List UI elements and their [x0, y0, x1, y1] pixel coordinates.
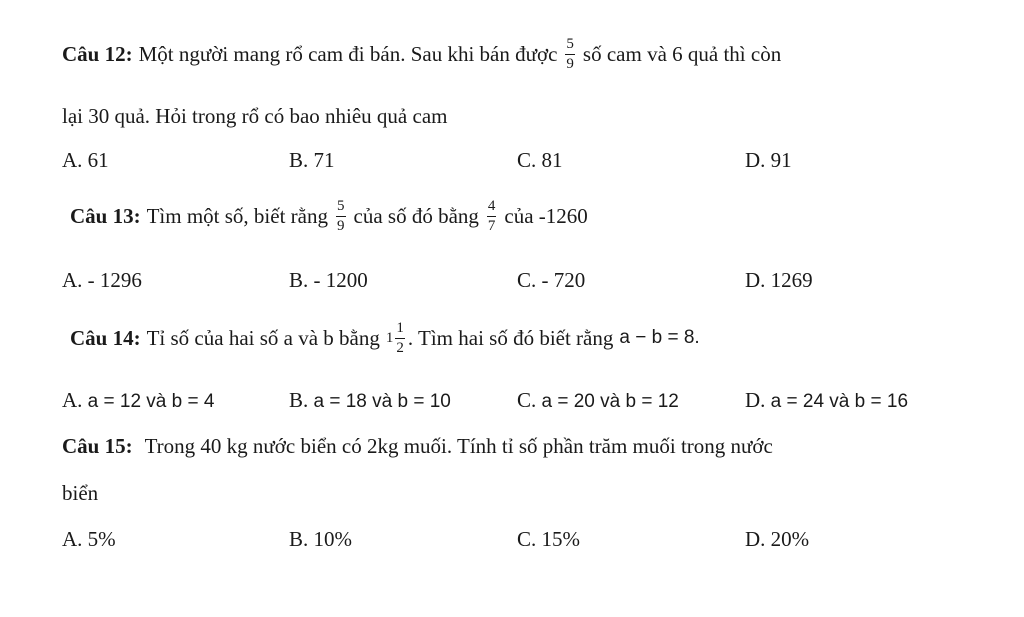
question-15-line-1 [62, 432, 773, 460]
question-14-option-b [289, 388, 451, 413]
question-14-option-c [517, 388, 679, 413]
question-14-text-after: . Tìm hai số đó biết rằng [407, 325, 614, 350]
question-12-option-b: B. 71 [289, 148, 335, 172]
question-12-option-d: D. 91 [745, 148, 792, 172]
fraction-numerator: 1 [396, 319, 404, 336]
fraction-numerator: 4 [487, 197, 496, 214]
option-letter: D. [745, 388, 766, 412]
option-expression: a = 24 và b = 16 [770, 391, 909, 412]
fraction-denominator: 2 [396, 339, 404, 356]
option-expression: a = 20 và b = 12 [541, 391, 679, 412]
question-14-mixed-number [386, 321, 406, 356]
fraction-numerator: 5 [566, 35, 574, 52]
question-12-label: Câu 12: [62, 41, 133, 66]
question-12-text-after: số cam và 6 quả thì còn [582, 41, 782, 66]
question-13-option-a: A. - 1296 [62, 268, 142, 292]
question-12-text-before: Một người mang rổ cam đi bán. Sau khi bán được [138, 41, 558, 66]
question-15-option-a: A. 5% [62, 527, 116, 551]
question-13-label: Câu 13: [70, 203, 141, 228]
question-13-text-before: Tìm một số, biết rằng [146, 203, 328, 228]
mixed-number-whole: 1 [385, 329, 394, 346]
question-12-option-c: C. 81 [517, 148, 563, 172]
mixed-number-fraction [395, 321, 405, 356]
fraction-denominator: 9 [337, 217, 345, 234]
question-13-option-d: D. 1269 [745, 268, 813, 292]
question-13-text-after: của -1260 [504, 203, 588, 228]
question-15-line-2 [62, 479, 98, 507]
fraction-denominator: 7 [487, 217, 496, 234]
question-14-equation: a − b = 8. [619, 327, 700, 348]
question-14-text-before: Tỉ số của hai số a và b bằng [146, 325, 380, 350]
question-13-line [70, 196, 588, 236]
question-12-option-a: A. 61 [62, 148, 109, 172]
question-15-option-d: D. 20% [745, 527, 810, 551]
option-letter: C. [517, 388, 537, 412]
option-expression: a = 12 và b = 4 [87, 391, 215, 412]
option-letter: B. [289, 388, 309, 412]
option-expression: a = 18 và b = 10 [313, 391, 451, 412]
question-12-line-1 [62, 34, 781, 74]
question-15-label: Câu 15: [62, 433, 133, 458]
question-14-option-d [745, 388, 908, 413]
question-12-fraction [565, 37, 575, 72]
question-14-line [70, 316, 700, 360]
question-13-fraction-2 [487, 199, 497, 234]
question-12-continuation: lại 30 quả. Hỏi trong rổ có bao nhiêu quả cam [62, 103, 448, 128]
question-13-option-b: B. - 1200 [289, 268, 368, 292]
question-14-label: Câu 14: [70, 325, 141, 350]
question-15-option-b: B. 10% [289, 527, 352, 551]
question-14-option-a [62, 388, 214, 413]
fraction-numerator: 5 [337, 197, 345, 214]
fraction-denominator: 9 [566, 55, 574, 72]
question-15-continuation: biển [62, 480, 99, 505]
question-13-text-mid: của số đó bằng [353, 203, 479, 228]
option-letter: A. [62, 388, 83, 412]
question-15-option-c: C. 15% [517, 527, 580, 551]
question-13-option-c: C. - 720 [517, 268, 586, 292]
question-15-text: Trong 40 kg nước biển có 2kg muối. Tính tỉ số phần trăm muối trong nước [144, 433, 773, 458]
question-12-line-2 [62, 102, 447, 130]
question-13-fraction-1 [336, 199, 346, 234]
